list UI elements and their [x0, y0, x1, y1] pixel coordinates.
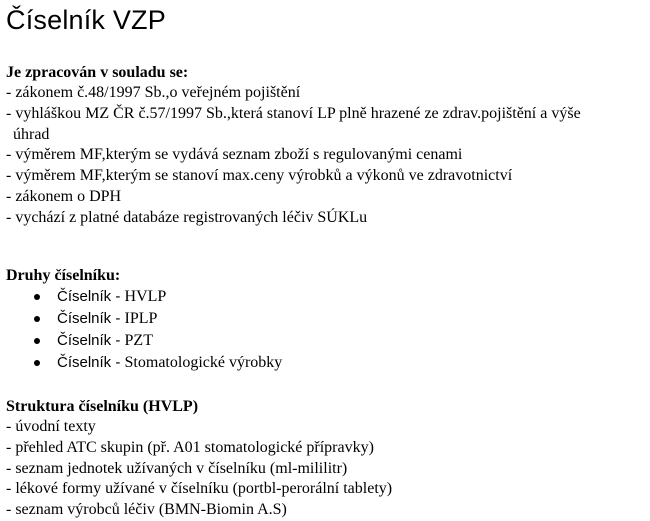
bullet-icon [34, 316, 40, 322]
list-item-name: Číselník [57, 310, 112, 327]
list-item-separator: - [111, 354, 125, 371]
list-item-value: Stomatologické výrobky [124, 354, 283, 371]
compliance-line: - vyhláškou MZ ČR č.57/1997 Sb.,která stanoví LP plně hrazené ze zdrav.pojištění a výše [6, 104, 581, 122]
list-item-separator: - [111, 332, 125, 349]
types-heading: Druhy číselníku: [6, 267, 121, 284]
list-item-name: Číselník [57, 332, 112, 349]
types-section [6, 265, 646, 374]
list-item-separator: - [111, 310, 125, 327]
page-title: Číselník VZP [6, 5, 166, 35]
compliance-line: - zákonem o DPH [6, 187, 122, 205]
list-item [6, 330, 646, 352]
structure-heading: Struktura číselníku (HVLP) [6, 398, 199, 415]
list-item-value: IPLP [124, 310, 158, 327]
list-item-name: Číselník [57, 354, 112, 371]
list-item-value: HVLP [124, 288, 167, 305]
list-item-name: Číselník [57, 288, 112, 305]
compliance-line: - výměrem MF,kterým se stanoví max.ceny výrobků a výkonů ve zdravotnictví [6, 167, 513, 185]
list-item-separator: - [111, 288, 125, 305]
list-item [6, 308, 646, 330]
bullet-icon [34, 360, 40, 366]
structure-line: - úvodní texty [6, 418, 96, 435]
structure-line: - seznam jednotek užívaných v číselníku (ml-mililitr) [6, 459, 348, 477]
compliance-line-continuation: úhrad [13, 125, 50, 143]
document-page [6, 0, 646, 519]
types-list [6, 286, 646, 374]
structure-line: - seznam výrobců léčiv (BMN-Biomin A.S) [6, 501, 287, 519]
structure-line: - lékové formy užívané v číselníku (portbl-perorální tablety) [6, 480, 393, 498]
structure-line: - přehled ATC skupin (př. A01 stomatologické přípravky) [6, 438, 374, 456]
compliance-line: - zákonem č.48/1997 Sb.,o veřejném pojištění [6, 84, 301, 101]
compliance-line: - výměrem MF,kterým se vydává seznam zboží s regulovanými cenami [6, 146, 463, 164]
compliance-section [6, 62, 646, 229]
structure-section [6, 396, 646, 521]
list-item-value: PZT [124, 332, 153, 349]
compliance-heading: Je zpracován v souladu se: [6, 64, 189, 81]
bullet-icon [34, 338, 40, 344]
bullet-icon [34, 294, 40, 300]
list-item [6, 286, 646, 308]
list-item [6, 352, 646, 374]
compliance-line: - vychází z platné databáze registrovaných léčiv SÚKLu [6, 208, 368, 226]
